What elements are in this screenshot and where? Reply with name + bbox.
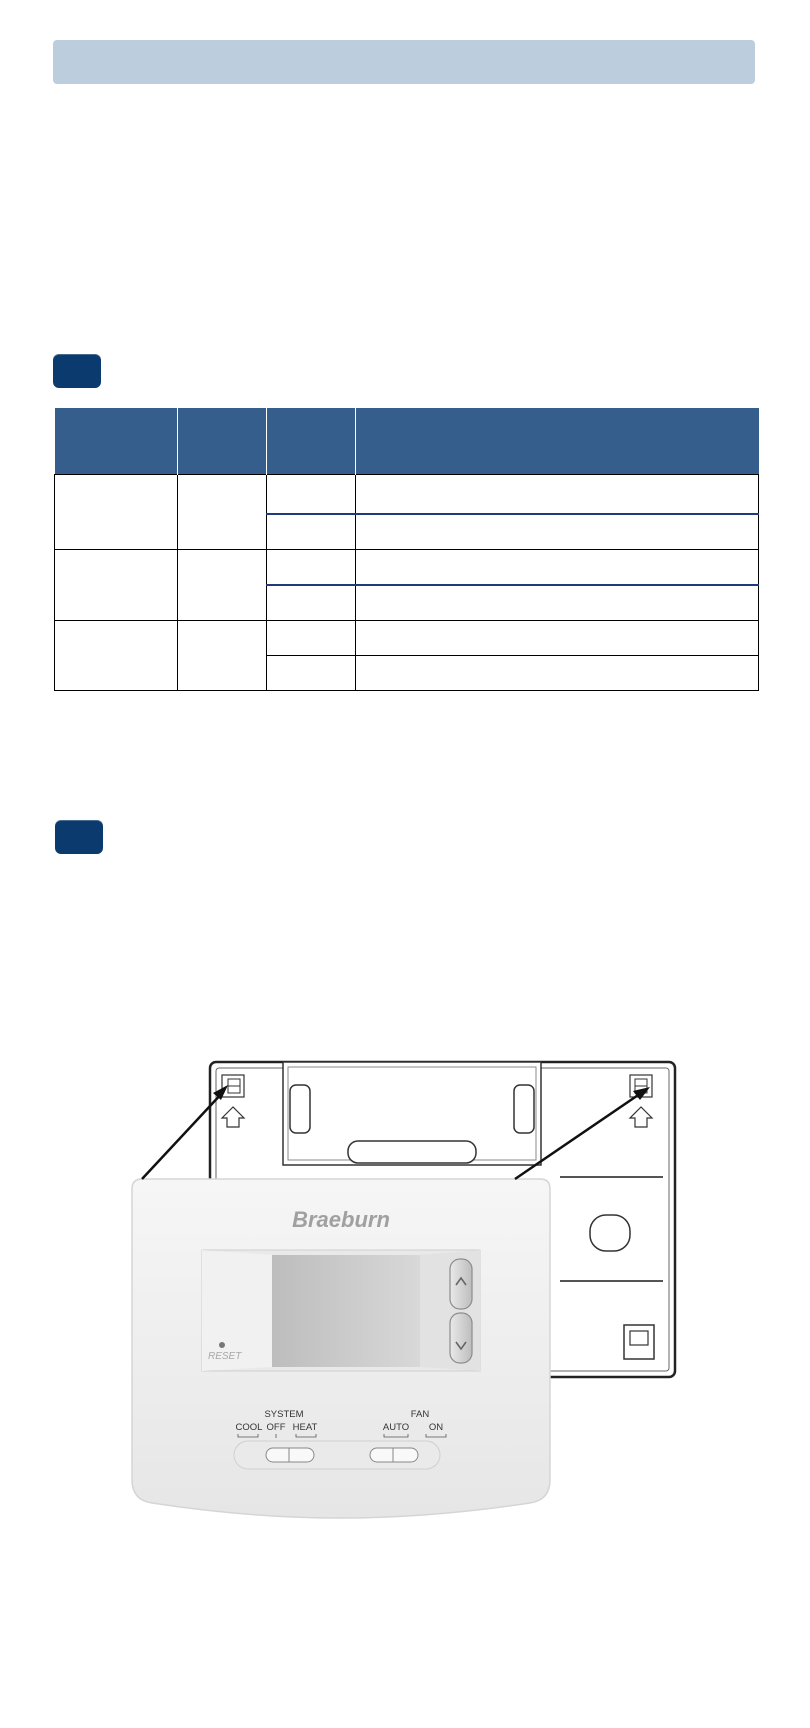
table-header-cell (356, 408, 759, 475)
system-option-heat: HEAT (292, 1422, 318, 1433)
table-cell (55, 475, 178, 550)
table-header-cell (267, 408, 356, 475)
table-row (55, 475, 759, 515)
table-cell (356, 475, 759, 515)
system-option-off: OFF (266, 1422, 286, 1433)
table-cell (267, 475, 356, 515)
brand-logo: Braeburn (292, 1207, 390, 1232)
table-cell (178, 475, 267, 550)
table-cell (356, 514, 759, 550)
table-row (55, 621, 759, 656)
down-button[interactable] (450, 1313, 472, 1363)
table-cell (356, 550, 759, 586)
system-option-cool: COOL (235, 1422, 263, 1433)
reset-label: RESET (208, 1351, 242, 1362)
table-cell (356, 656, 759, 691)
table-cell (267, 621, 356, 656)
fan-label: FAN (410, 1409, 430, 1420)
table-cell (267, 585, 356, 621)
table-cell (178, 621, 267, 691)
table-cell (55, 621, 178, 691)
thermostat-body (132, 1179, 550, 1518)
fan-option-on: ON (428, 1422, 444, 1433)
table-header-cell (55, 408, 178, 475)
table-header-cell (178, 408, 267, 475)
table-cell (356, 621, 759, 656)
lcd-display (272, 1255, 420, 1367)
table-row (55, 550, 759, 586)
table-cell (55, 550, 178, 621)
step-badge-1 (53, 354, 101, 388)
table-cell (356, 585, 759, 621)
section-header-bar (53, 40, 755, 84)
fan-switch[interactable] (370, 1448, 418, 1462)
reset-dot-icon (219, 1342, 225, 1348)
system-switch[interactable] (266, 1448, 314, 1462)
table-cell (267, 656, 356, 691)
up-button[interactable] (450, 1259, 472, 1309)
settings-table (54, 408, 759, 691)
table-cell (267, 514, 356, 550)
table-cell (178, 550, 267, 621)
thermostat-installation-figure (130, 1055, 690, 1555)
fan-option-auto: AUTO (382, 1422, 410, 1433)
system-label: SYSTEM (264, 1409, 304, 1420)
table-header-row (55, 408, 759, 475)
table-cell (267, 550, 356, 586)
step-badge-2 (55, 820, 103, 854)
